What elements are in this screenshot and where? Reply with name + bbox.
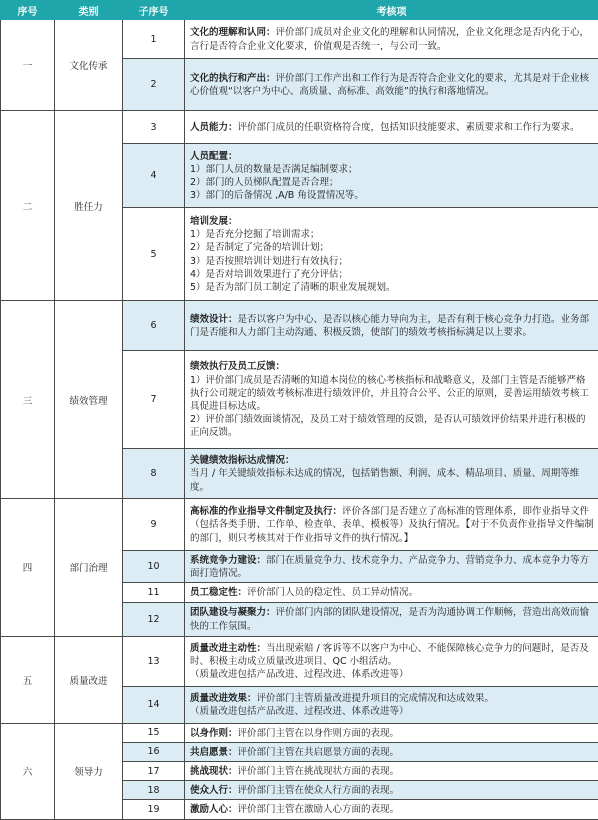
item-line: 1）部门人员的数量是否满足编制要求；: [190, 163, 594, 176]
header-item: 考核项: [185, 1, 598, 20]
group-seq: 五: [1, 636, 55, 723]
table-row: [1, 499, 598, 551]
item-title: 激励人心：: [190, 804, 238, 815]
group-category: 部门治理: [55, 499, 123, 637]
item-line: 3）部门的后备情况 ,A/B 角设置情况等。: [190, 189, 594, 202]
sub-seq: 14: [123, 686, 185, 723]
group-category: 领导力: [55, 723, 123, 819]
sub-seq: 13: [123, 636, 185, 686]
assessment-item: [185, 723, 598, 742]
sub-seq: 5: [123, 208, 185, 301]
item-title: 文化的执行和产出：: [190, 73, 276, 84]
sub-seq: 8: [123, 449, 185, 499]
assessment-item: [185, 208, 598, 301]
table-row: [1, 723, 598, 742]
item-title: 文化的理解和认同：: [190, 27, 276, 38]
table-header-row: [1, 1, 598, 20]
item-title: 绩效设计：: [190, 314, 238, 325]
table-row: [1, 111, 598, 144]
sub-seq: 1: [123, 20, 185, 59]
sub-seq: 12: [123, 602, 185, 636]
assessment-item: [185, 144, 598, 208]
group-category: 胜任力: [55, 111, 123, 301]
item-text: 是否以客户为中心、是否以核心能力导向为主，是否有利于核心竞争力打造。业务部门是否能和人力部门主动沟通、积极反馈，使部门的绩效考核指标满足以上要求。: [190, 314, 589, 338]
item-line: 2）部门的人员梯队配置是否合理；: [190, 176, 594, 189]
item-text: 评价部门主管在使众人行方面的表现。: [238, 785, 400, 796]
item-text: 评价部门主管在挑战现状方面的表现。: [238, 766, 400, 777]
item-line: 1）评价部门成员是否清晰的知道本岗位的核心考核指标和战略意义，及部门主管是否能够严格执行公司规定的绩效考核标准进行绩效评价，并且符合公平、公正的原则，妥善运用绩效考核工具促进目标达成。: [190, 374, 594, 414]
assessment-item: [185, 449, 598, 499]
item-text: 评价部门主管在共启愿景方面的表现。: [238, 747, 400, 758]
header-seq: 序号: [1, 1, 55, 20]
item-text: 部门在质量竞争力、技术竞争力、产品竞争力、营销竞争力、成本竞争力等方面打造情况。: [190, 555, 589, 579]
item-text: 评价部门人员的稳定性、员工异动情况。: [247, 587, 418, 598]
item-title: 人员配置：: [190, 150, 594, 163]
assessment-item: [185, 551, 598, 583]
sub-seq: 10: [123, 551, 185, 583]
item-title: 共启愿景：: [190, 747, 238, 758]
item-title: 绩效执行及员工反馈：: [190, 360, 594, 373]
group-category: 绩效管理: [55, 301, 123, 499]
table-row: [1, 301, 598, 351]
sub-seq: 9: [123, 499, 185, 551]
item-title: 质量改进主动性：: [190, 643, 266, 654]
sub-seq: 11: [123, 583, 185, 602]
group-seq: 一: [1, 20, 55, 111]
item-title: 系统竞争力建设：: [190, 555, 266, 566]
sub-seq: 17: [123, 762, 185, 781]
assessment-item: [185, 583, 598, 602]
item-title: 关键绩效指标达成情况：: [190, 454, 594, 467]
assessment-item: [185, 636, 598, 686]
header-sub-seq: 子序号: [123, 1, 185, 20]
table-row: [1, 636, 598, 686]
assessment-item: [185, 59, 598, 111]
assessment-item: [185, 499, 598, 551]
item-line: 3）是否按照培训计划进行有效执行；: [190, 255, 594, 268]
item-title: 挑战现状：: [190, 766, 238, 777]
item-text: 评价各部门是否建立了高标准的管理体系，即作业指导文件（包括各类手册、工作单、检查单、表单、模板等）及执行情况。【对于不负责作业指导文件编制的部门，则只考核其对于作业指导文件的执行情况。】: [190, 506, 594, 543]
sub-seq: 16: [123, 742, 185, 761]
assessment-item: [185, 742, 598, 761]
item-text: 评价部门主管在以身作则方面的表现。: [238, 728, 400, 739]
item-title: 以身作则：: [190, 728, 238, 739]
assessment-item: [185, 301, 598, 351]
sub-seq: 6: [123, 301, 185, 351]
assessment-item: [185, 111, 598, 144]
assessment-item: [185, 20, 598, 59]
item-title: 使众人行：: [190, 785, 238, 796]
item-title: 人员能力：: [190, 122, 238, 133]
item-line: 5）是否为部门员工制定了清晰的职业发展规划。: [190, 281, 594, 294]
sub-seq: 4: [123, 144, 185, 208]
assessment-item: [185, 351, 598, 449]
item-text: 评价部门内部的团队建设情况，是否为沟通协调工作顺畅，营造出高效而愉快的工作氛围。: [190, 607, 589, 631]
assessment-item: [185, 602, 598, 636]
assessment-item: [185, 781, 598, 800]
item-title: 团队建设与凝聚力：: [190, 607, 276, 618]
item-line: 当月 / 年关键绩效指标未达成的情况，包括销售额、利润、成本、精品项目、质量、周期等维度。: [190, 467, 594, 493]
header-category: 类别: [55, 1, 123, 20]
item-text: 评价部门主管在激励人心方面的表现。: [238, 804, 400, 815]
sub-seq: 18: [123, 781, 185, 800]
assessment-item: [185, 800, 598, 819]
group-category: 文化传承: [55, 20, 123, 111]
sub-seq: 3: [123, 111, 185, 144]
item-text: 评价部门工作产出和工作行为是否符合企业文化的要求，尤其是对于企业核心价值观“以客户为中心、高质量、高标准、高效能”的执行和落地情况。: [190, 73, 589, 97]
item-title: 高标准的作业指导文件制定及执行：: [190, 506, 342, 517]
item-title: 培训发展：: [190, 215, 594, 228]
table-row: [1, 20, 598, 59]
item-title: 质量改进效果：: [190, 693, 257, 704]
group-seq: 四: [1, 499, 55, 637]
item-text: 评价部门成员对企业文化的理解和认同情况，企业文化理念是否内化于心，言行是否符合企业文化要求，价值观是否统一，与公司一致。: [190, 27, 589, 51]
sub-seq: 15: [123, 723, 185, 742]
item-note: （质量改进包括产品改进、过程改进、体系改进等）: [190, 705, 594, 718]
item-text: 当出现索赔 / 客诉等不以客户为中心、不能保障核心竞争力的问题时，是否及时、积极主动成立质量改进项目、QC 小组活动。: [190, 643, 589, 667]
sub-seq: 2: [123, 59, 185, 111]
group-seq: 三: [1, 301, 55, 499]
group-seq: 二: [1, 111, 55, 301]
item-line: 2）评价部门绩效面谈情况，及员工对于绩效管理的反馈，是否认可绩效评价结果并进行积极的正向反馈。: [190, 413, 594, 439]
item-text: 评价部门成员的任职资格符合度，包括知识技能要求、素质要求和工作行为要求。: [238, 122, 580, 133]
item-line: 2）是否制定了完备的培训计划；: [190, 241, 594, 254]
item-line: 4）是否对培训效果进行了充分评估；: [190, 268, 594, 281]
item-note: （质量改进包括产品改进、过程改进、体系改进等）: [190, 668, 594, 681]
group-seq: 六: [1, 723, 55, 819]
sub-seq: 19: [123, 800, 185, 819]
group-category: 质量改进: [55, 636, 123, 723]
item-text: 评价部门主管质量改进提升项目的完成情况和达成效果。: [257, 693, 495, 704]
sub-seq: 7: [123, 351, 185, 449]
assessment-item: [185, 686, 598, 723]
assessment-item: [185, 762, 598, 781]
item-title: 员工稳定性：: [190, 587, 247, 598]
item-line: 1）是否充分挖掘了培训需求；: [190, 228, 594, 241]
